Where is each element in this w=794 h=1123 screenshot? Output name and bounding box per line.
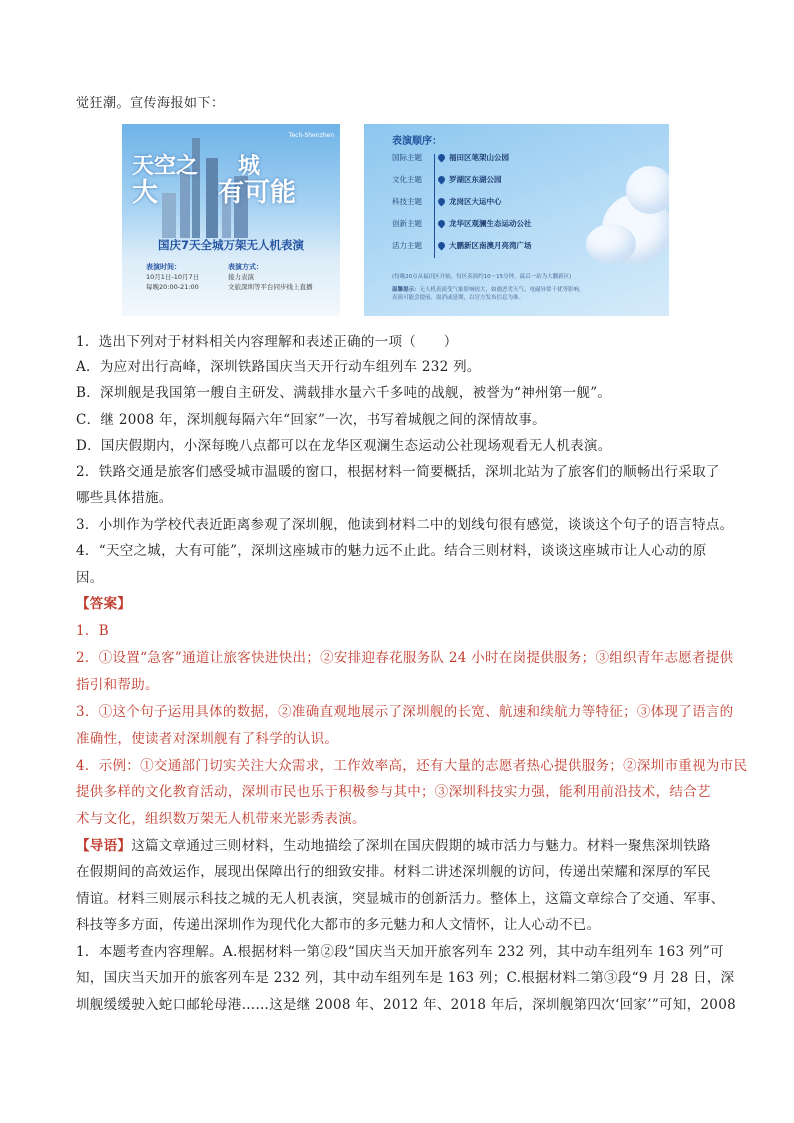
show-time	[146, 262, 199, 292]
text-line: 1．本题考查内容理解。A.根据材料一第②段“国庆当天加开旅客列车 232 列，其中动车组列车 163 列”可	[76, 944, 724, 960]
text-line: 2．铁路交通是旅客们感受城市温暖的窗口，根据材料一简要概括，深圳北站为了旅客们的顺畅出行采取了	[76, 464, 720, 480]
text-line: 【导语】这篇文章通过三则材料，生动地描绘了深圳在国庆假期的城市活力与魅力。材料一聚焦深圳铁路	[76, 838, 711, 854]
answer-heading: 【答案】	[76, 596, 132, 612]
text-line: 哪些具体措施。	[76, 490, 173, 506]
warm-tip	[392, 286, 592, 302]
order-row	[392, 194, 502, 208]
theme-label: 创新主题	[392, 218, 422, 228]
mode-heading: 表演方式：	[228, 263, 263, 271]
time-dates: 10月1日-10月7日	[146, 273, 200, 281]
cloud-icon	[626, 166, 669, 214]
location-pin-icon	[437, 240, 447, 250]
theme-label: 活力主题	[392, 240, 422, 250]
text-line: 情谊。材料三则展示科技之城的无人机表演，突显城市的创新活力。整体上，这篇文章综合了交通、军事、	[76, 891, 725, 907]
text-line: 3．小圳作为学校代表近距离参观了深圳舰，他读到材料二中的划线句很有感觉，谈谈这个句子的语言特点。	[76, 517, 734, 533]
order-row	[392, 216, 532, 230]
location-pin-icon	[437, 196, 447, 206]
intro-text: 觉狂潮。宣传海报如下：	[76, 96, 225, 111]
title-part: 城	[238, 154, 261, 179]
cloud-icon	[586, 224, 636, 264]
order-row	[392, 150, 509, 164]
poster-logo: Tech-Shenzhen	[288, 132, 334, 139]
poster-drone-show	[122, 124, 340, 316]
text-line: A．为应对出行高峰，深圳铁路国庆当天开行动车组列车 232 列。	[76, 359, 481, 375]
text-line: 知，国庆当天加开的旅客列车是 232 列，其中动车组列车是 163 列；C.根据材料二第③段“9 月 28 日，深	[76, 970, 735, 986]
text-line: 4．示例：①交通部门切实关注大众需求，工作效率高，还有大量的志愿者热心提供服务；②深圳市重视为市民	[76, 758, 748, 774]
location-label: 罗湖区东湖公园	[449, 174, 502, 184]
text-line: C．继 2008 年，深圳舰每隔六年“回家”一次，书写着城舰之间的深情故事。	[76, 412, 546, 428]
location-label: 大鹏新区南澳月亮湾广场	[449, 240, 532, 250]
text-line: 4．“天空之城，大有可能”，深圳这座城市的魅力远不止此。结合三则材料，谈谈这座城市让人心动的原	[76, 543, 707, 559]
text-line: 在假期间的高效运作，展现出保障出行的细致安排。材料二讲述深圳舰的访问，传递出荣耀和深厚的军民	[76, 864, 711, 880]
tip-line: 无人机表演受气象影响较大，如遇恶劣天气、电磁异常干扰等影响，	[419, 287, 585, 293]
order-heading: 表演顺序：	[392, 136, 442, 147]
text-line: 准确性，使读者对深圳舰有了科学的认识。	[76, 731, 339, 747]
order-row	[392, 172, 502, 186]
text-line: 指引和帮助。	[76, 677, 159, 693]
text-line: 3．①这个句子运用具体的数据，②准确直观地展示了深圳舰的长宽、航速和续航力等特征；③体现了语言的	[76, 704, 734, 720]
text-line: 1．选出下列对于材料相关内容理解和表述正确的一项（ ）	[76, 334, 458, 350]
location-pin-icon	[437, 218, 447, 228]
text-line: 2．①设置“急客”通道让旅客快进快出；②安排迎春花服务队 24 小时在岗提供服务；③组织青年志愿者提供	[76, 650, 734, 666]
show-mode	[228, 262, 313, 292]
poster-show-order	[364, 124, 669, 316]
theme-label: 国际主题	[392, 152, 422, 162]
location-pin-icon	[437, 152, 447, 162]
text-line: 术与文化，组织数万架无人机带来光影秀表演。	[76, 811, 366, 827]
text-line: B．深圳舰是我国第一艘自主研发、满载排水量六千多吨的战舰，被誉为“神州第一舰”。	[76, 385, 612, 401]
poster-title	[132, 154, 332, 208]
title-part: 有可能	[218, 178, 297, 208]
text-line: D．国庆假期内，小深每晚八点都可以在龙华区观澜生态运动公社现场观看无人机表演。	[76, 438, 612, 454]
poster-banner: 国庆7天全城万架无人机表演	[157, 238, 304, 252]
text-line: 提供多样的文化教育活动，深圳市民也乐于积极参与其中；③深圳科技实力强，能利用前沿技术，结合艺	[76, 784, 711, 800]
location-pin-icon	[437, 174, 447, 184]
time-heading: 表演时间：	[146, 263, 181, 271]
order-row	[392, 238, 532, 252]
theme-label: 文化主题	[392, 174, 422, 184]
mode-live: 文旅深圳等平台同步线上直播	[228, 283, 313, 291]
text-line: 圳舰缓缓驶入蛇口邮轮母港……这是继 2008 年、2012 年、2018 年后，深圳舰第四次‘回家’”可知，2008	[76, 997, 736, 1013]
location-label: 龙岗区大运中心	[449, 196, 502, 206]
title-part: 天空之	[132, 154, 199, 179]
tip-line: 表演可能会提前、取消或延期，以官方发布信息为准。	[392, 295, 525, 301]
text-line: 1．B	[76, 623, 109, 639]
text-line: 因。	[76, 570, 104, 586]
theme-label: 科技主题	[392, 196, 422, 206]
text-line: 科技等多方面，传递出深圳作为现代化大都市的多元魅力和人文情怀，让人心动不已。	[76, 917, 601, 933]
time-hours: 每晚20:00-21:00	[146, 283, 199, 291]
mode-relay: 接力表演	[228, 273, 254, 281]
location-label: 龙华区观澜生态运动公社	[449, 218, 532, 228]
location-label: 福田区笔架山公园	[449, 152, 509, 162]
order-note: (每晚20点从福田区开始，每区表演约10～15分钟，最后一站为大鹏新区)	[392, 274, 572, 280]
tip-heading: 温馨提示：	[392, 287, 420, 293]
title-part: 大	[132, 178, 159, 208]
